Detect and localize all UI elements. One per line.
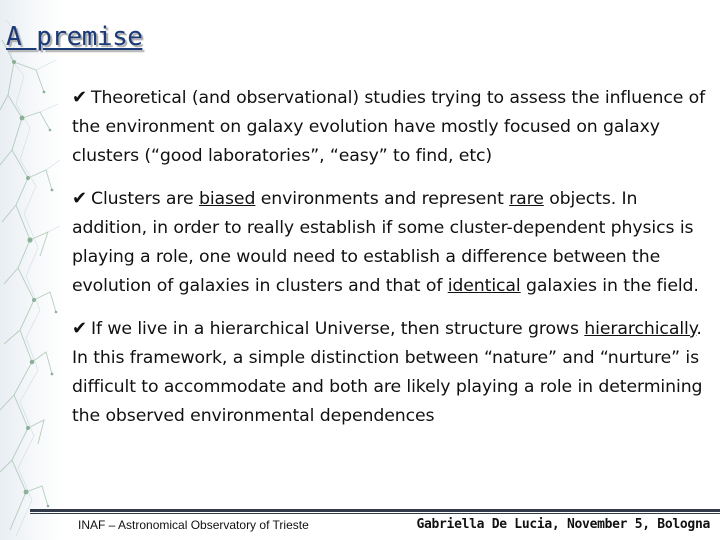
bullet-text: If we live in a hierarchical Universe, then structure grows bbox=[90, 319, 585, 339]
bullet-text: Clusters are bbox=[90, 189, 199, 209]
bullet-item bbox=[72, 184, 708, 301]
bullet-text: . In this framework, a simple distinction between “nature” and “nurture” is difficult to accommodate and both are likely playing a role in determining the observed environmental dependences bbox=[72, 319, 703, 426]
emphasis-identical: identical bbox=[447, 276, 521, 296]
bullet-text: galaxies in the field. bbox=[520, 276, 699, 296]
check-mark-icon: ✔ bbox=[72, 188, 87, 209]
bullet-text: objects. In addition, in order to really establish if some cluster-dependent physics is playing a role, one would need to establish a difference between the evolution of galaxies in clusters and that of bbox=[72, 189, 694, 296]
emphasis-hierarchically: hierarchically bbox=[584, 319, 697, 339]
check-mark-icon: ✔ bbox=[72, 318, 87, 339]
emphasis-rare: rare bbox=[509, 189, 544, 209]
bullet-list bbox=[72, 83, 708, 431]
footer-author-date: Gabriella De Lucia, November 5, Bologna bbox=[416, 517, 710, 532]
check-mark-icon: ✔ bbox=[72, 87, 87, 108]
bullet-text: environments and represent bbox=[255, 189, 510, 209]
bullet-item bbox=[72, 314, 708, 431]
emphasis-biased: biased bbox=[198, 189, 256, 209]
slide-title: A premise bbox=[6, 22, 143, 52]
footer-institution: INAF – Astronomical Observatory of Trieste bbox=[78, 518, 309, 532]
footer-divider-thin bbox=[30, 513, 720, 514]
cosmic-web-decoration bbox=[0, 0, 62, 540]
bullet-item bbox=[72, 83, 708, 171]
bullet-text: Theoretical (and observational) studies trying to assess the influence of the environment on galaxy evolution have mostly focused on galaxy clusters (“good laboratories”, “easy” to find, etc) bbox=[72, 88, 706, 166]
footer-divider bbox=[30, 509, 720, 512]
